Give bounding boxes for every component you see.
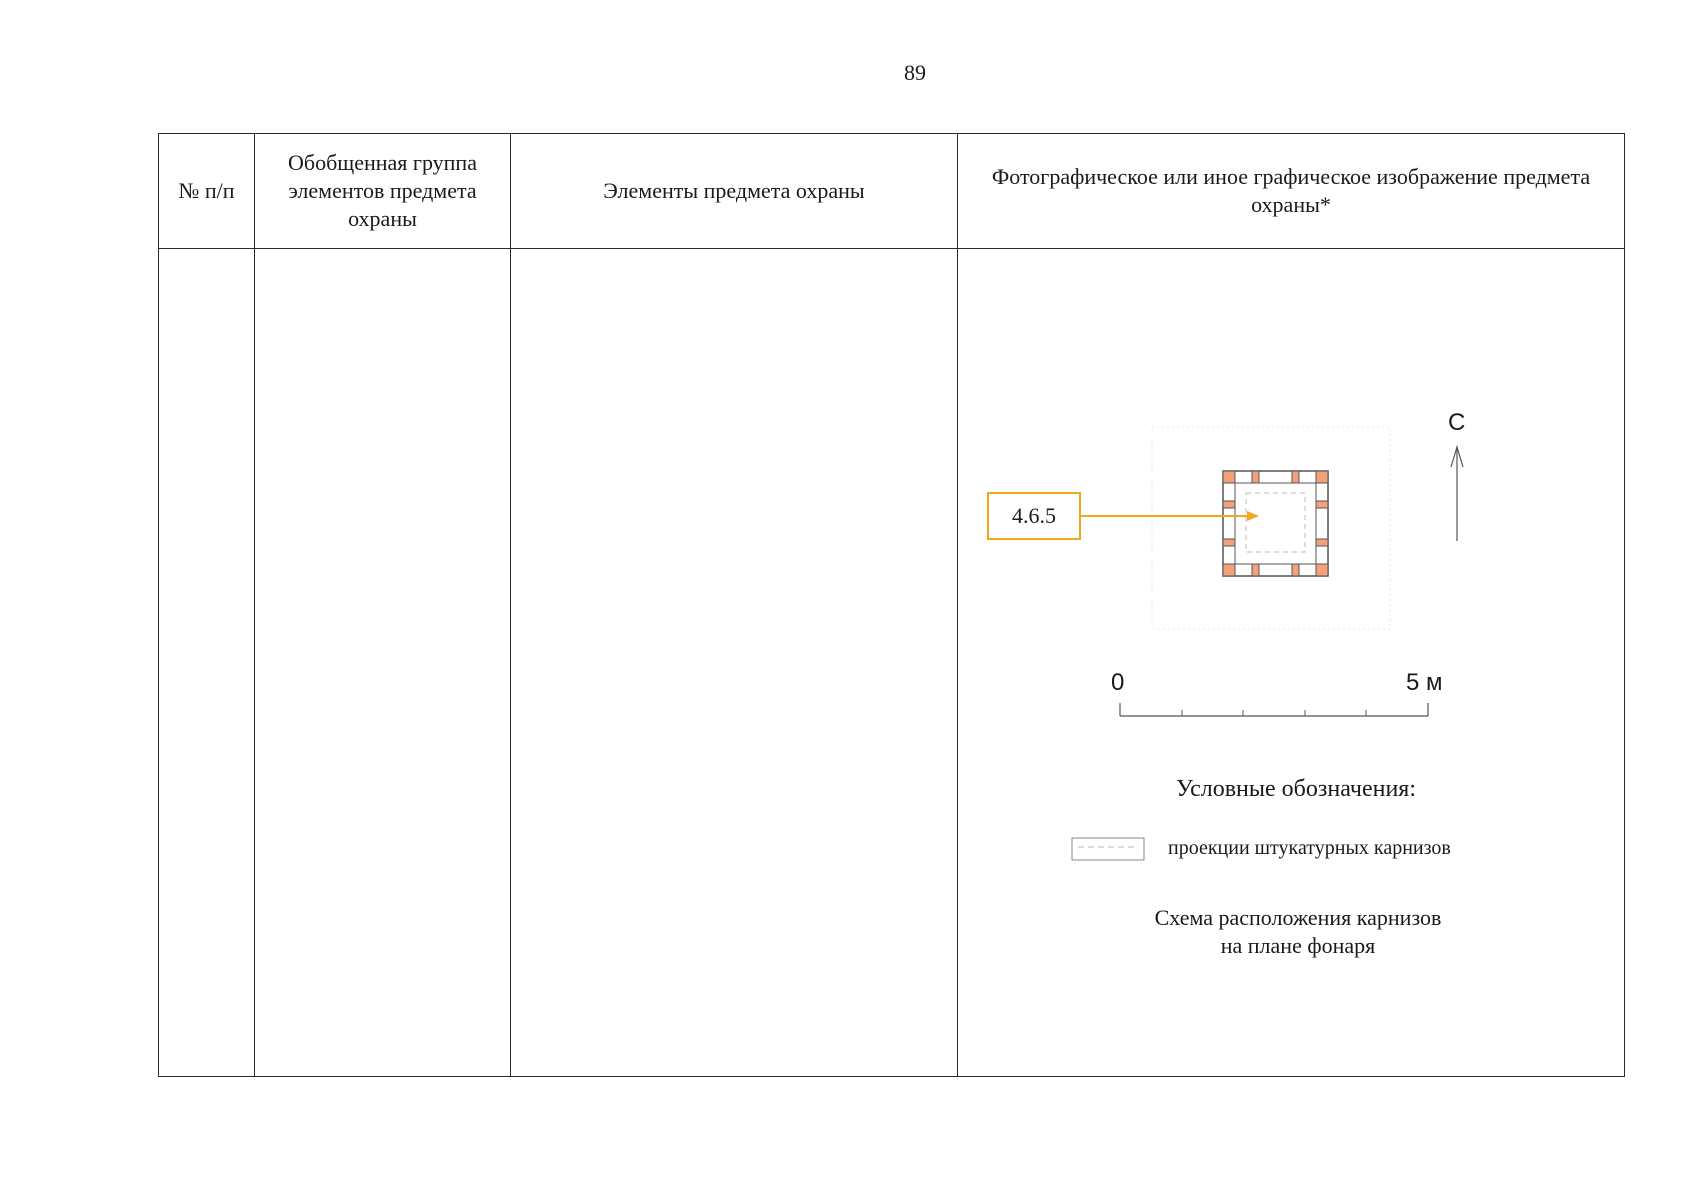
pier-left-2 <box>1223 539 1235 546</box>
lantern-plan <box>1223 471 1328 576</box>
header-group: Обобщенная группа элементов предмета охраны <box>255 134 511 249</box>
scale-bar <box>1120 703 1428 716</box>
pier-sw <box>1223 564 1235 576</box>
legend-swatch <box>1072 838 1144 860</box>
header-elements: Элементы предмета охраны <box>511 134 958 249</box>
protection-elements-table <box>158 133 1625 1077</box>
pier-right-1 <box>1316 501 1328 508</box>
cell-image <box>958 249 1625 1077</box>
scheme-caption <box>1068 904 1528 960</box>
pier-left-1 <box>1223 501 1235 508</box>
scheme-caption-line-2: на плане фонаря <box>1220 933 1376 958</box>
cell-elements <box>511 249 958 1077</box>
north-label: С <box>1448 409 1466 436</box>
header-image: Фотографическое или иное графическое изображение предмета охраны* <box>958 134 1625 249</box>
pier-ne <box>1316 471 1328 483</box>
north-arrow <box>1451 447 1463 541</box>
scale-start-label: 0 <box>1111 669 1125 696</box>
pier-right-2 <box>1316 539 1328 546</box>
pier-top-1 <box>1252 471 1259 483</box>
table-row <box>159 249 1625 1077</box>
page-number: 89 <box>904 60 926 85</box>
header-num: № п/п <box>159 134 255 249</box>
legend-item-label: проекции штукатурных карнизов <box>1168 837 1451 859</box>
cell-num <box>159 249 255 1077</box>
callout-label: 4.6.5 <box>1012 503 1056 528</box>
pier-bottom-1 <box>1252 564 1259 576</box>
scheme-caption-line-1: Схема расположения карнизов <box>1154 905 1442 930</box>
legend-title: Условные обозначения: <box>1175 776 1417 802</box>
scale-end-label: 5 м <box>1406 669 1443 696</box>
pier-nw <box>1223 471 1235 483</box>
pier-top-2 <box>1292 471 1299 483</box>
cell-group <box>255 249 511 1077</box>
table-header-row <box>159 134 1625 249</box>
pier-bottom-2 <box>1292 564 1299 576</box>
pier-se <box>1316 564 1328 576</box>
